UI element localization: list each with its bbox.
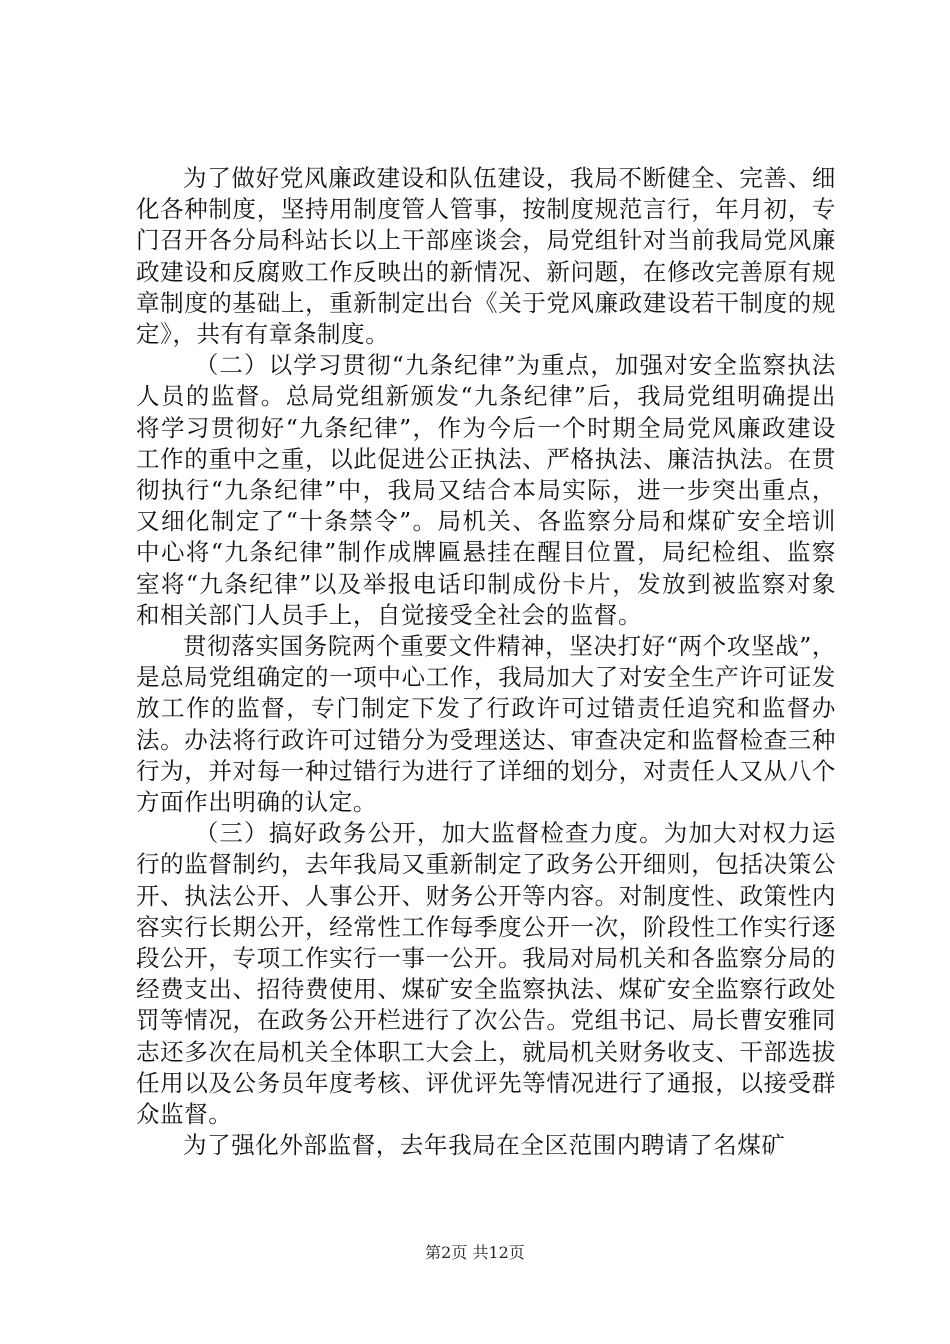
page-number-footer: 第2页 共12页: [425, 1243, 525, 1262]
paragraph-government-transparency: （三）搞好政务公开，加大监督检查力度。为加大对权力运行的监督制约，去年我局又重新制定了政务公开细则，包括决策公开、执法公开、人事公开、财务公开等内容。对制度性、政策性内容实行长期公开，经常性工作每季度公开一次，阶段性工作实行逐段公开，专项工作实行一事一公开。我局对局机关和各监察分局的经费支出、招待费使用、煤矿安全监察执法、煤矿安全监察行政处罚等情况，在政务公开栏进行了次公告。党组书记、局长曹安雅同志还多次在局机关全体职工大会上，就局机关财务收支、干部选拔任用以及公务员年度考核、评优评先等情况进行了通报，以接受群众监督。: [136, 819, 836, 1129]
paragraph-licensing-supervision: 贯彻落实国务院两个重要文件精神，坚决打好“两个攻坚战”，是总局党组确定的一项中心工作，我局加大了对安全生产许可证发放工作的监督，专门制定下发了行政许可过错责任追究和监督办法。办法将行政许可过错分为受理送达、审查决定和监督检查三种行为，并对每一种过错行为进行了详细的划分，对责任人又从八个方面作出明确的认定。: [136, 632, 836, 817]
paragraph-nine-disciplines: （二）以学习贯彻“九条纪律”为重点，加强对安全监察执法人员的监督。总局党组新颁发“九条纪律”后，我局党组明确提出将学习贯彻好“九条纪律”，作为今后一个时期全局党风廉政建设工作的重中之重，以此促进公正执法、严格执法、廉洁执法。在贯彻执行“九条纪律”中，我局又结合本局实际，进一步突出重点，又细化制定了“十条禁令”。局机关、各监察分局和煤矿安全培训中心将“九条纪律”制作成牌匾悬挂在醒目位置，局纪检组、监察室将“九条纪律”以及举报电话印制成份卡片，发放到被监察对象和相关部门人员手上，自觉接受全社会的监督。: [136, 351, 836, 629]
paragraph-external-supervision: 为了强化外部监督，去年我局在全区范围内聘请了名煤矿: [183, 1131, 786, 1160]
paragraph-institution-building: 为了做好党风廉政建设和队伍建设，我局不断健全、完善、细化各种制度，坚持用制度管人管事，按制度规范言行，年月初，专门召开各分局科站长以上干部座谈会，局党组针对当前我局党风廉政建设和反腐败工作反映出的新情况、新问题，在修改完善原有规章制度的基础上，重新制定出台《关于党风廉政建设若干制度的规定》，共有有章条制度。: [136, 164, 836, 349]
document-body: [136, 163, 836, 1162]
